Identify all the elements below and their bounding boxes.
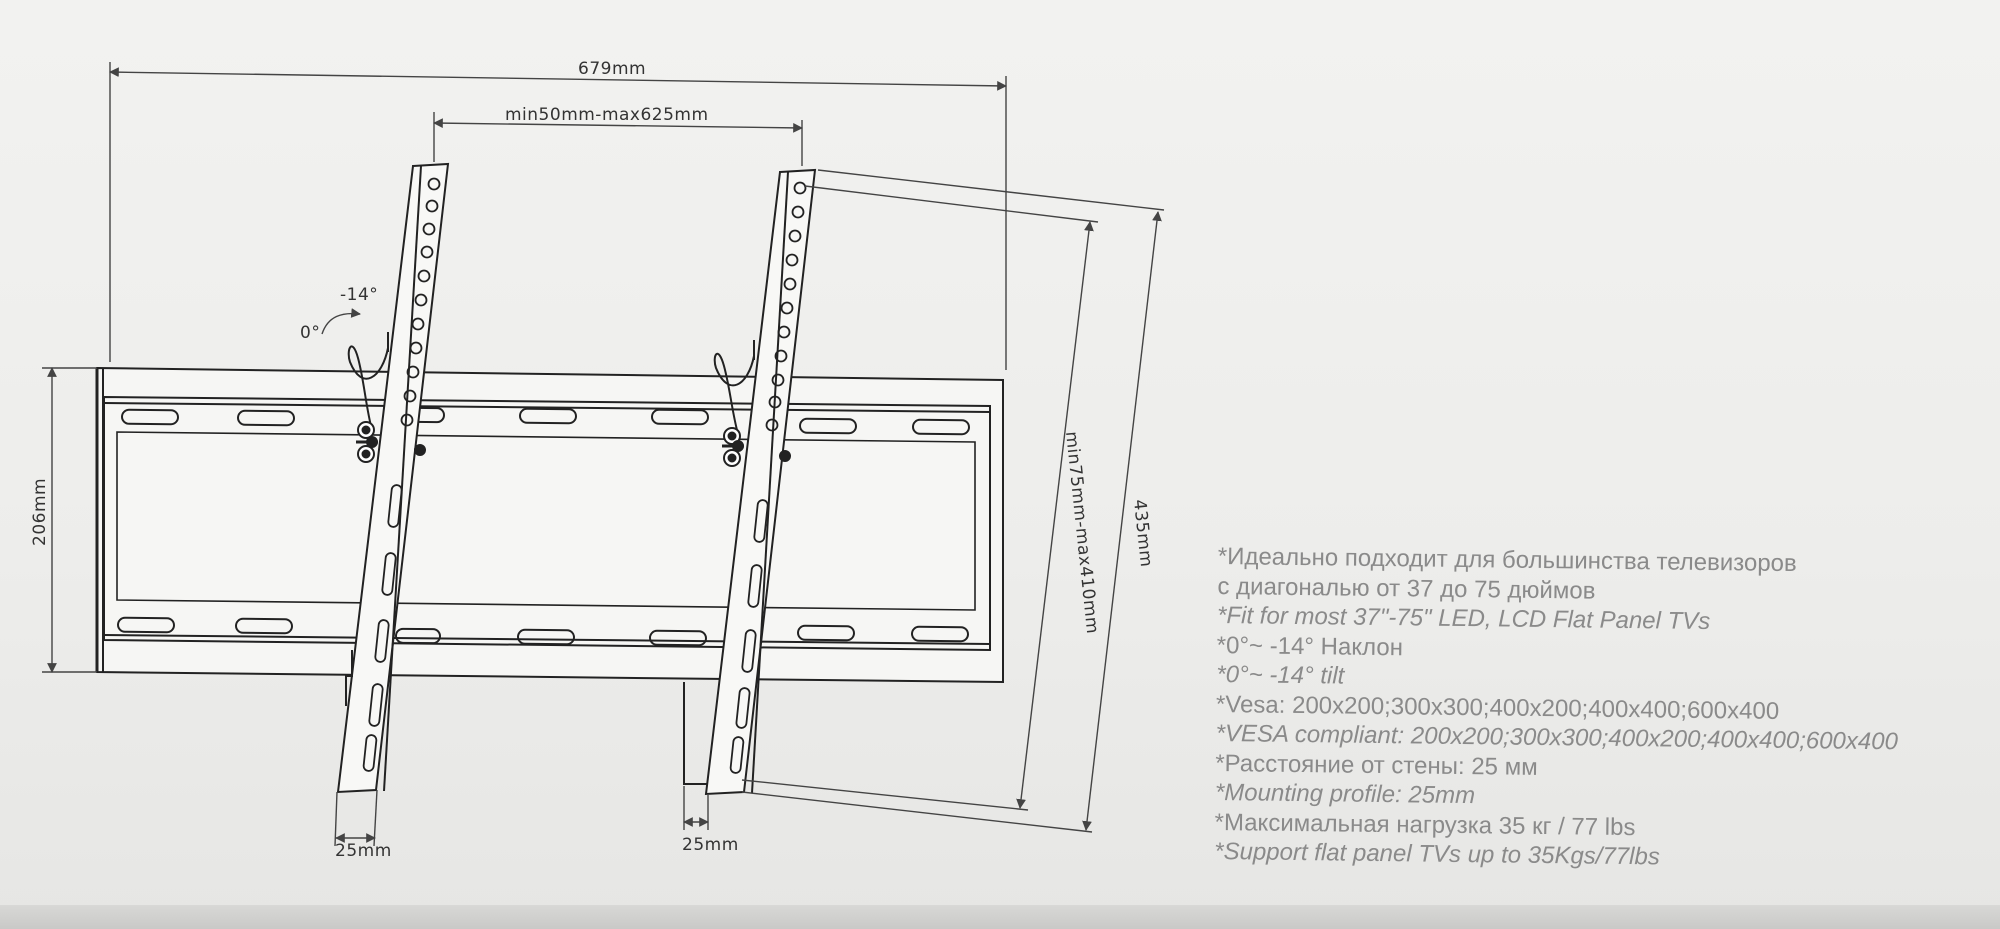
spec-line: *Mounting profile: 25mm <box>1214 778 1476 810</box>
spec-line: *Support flat panel TVs up to 35Kgs/77lbs <box>1214 837 1660 871</box>
spec-line: *Идеально подходит для большинства телевизоров <box>1217 542 1797 578</box>
dim-arm-height: 435mm <box>1129 498 1157 569</box>
tilt-end-label: -14° <box>340 285 379 305</box>
tilt-start-label: 0° <box>300 323 321 343</box>
dim-vesa-vertical: min75mm-max410mm <box>1061 430 1103 635</box>
dim-profile-right: 25mm <box>682 835 739 855</box>
spec-list <box>1214 542 1978 876</box>
dim-profile-left: 25mm <box>335 841 392 861</box>
spec-line: *Максимальная нагрузка 35 кг / 77 lbs <box>1214 808 1636 841</box>
spec-line: *Расстояние от стены: 25 мм <box>1215 749 1538 781</box>
spec-line: *0°~ -14° Наклон <box>1216 631 1404 661</box>
bottom-edge <box>0 905 2000 929</box>
spec-line: *0°~ -14° tilt <box>1216 660 1345 690</box>
dim-plate-height: 206mm <box>30 477 50 546</box>
spec-line: *VESA compliant: 200x200;300x300;400x200;400x400;600x400 <box>1215 719 1899 756</box>
dim-overall-width: 679mm <box>578 59 647 79</box>
spec-line: с диагональю от 37 до 75 дюймов <box>1217 572 1596 605</box>
spec-line: *Vesa: 200x200;300x300;400x200;400x400;600x400 <box>1215 690 1780 725</box>
spec-line: *Fit for most 37"-75" LED, LCD Flat Panel TVs <box>1216 601 1711 636</box>
wall-plate <box>97 368 1003 682</box>
dim-vesa-horizontal: min50mm-max625mm <box>505 105 709 125</box>
